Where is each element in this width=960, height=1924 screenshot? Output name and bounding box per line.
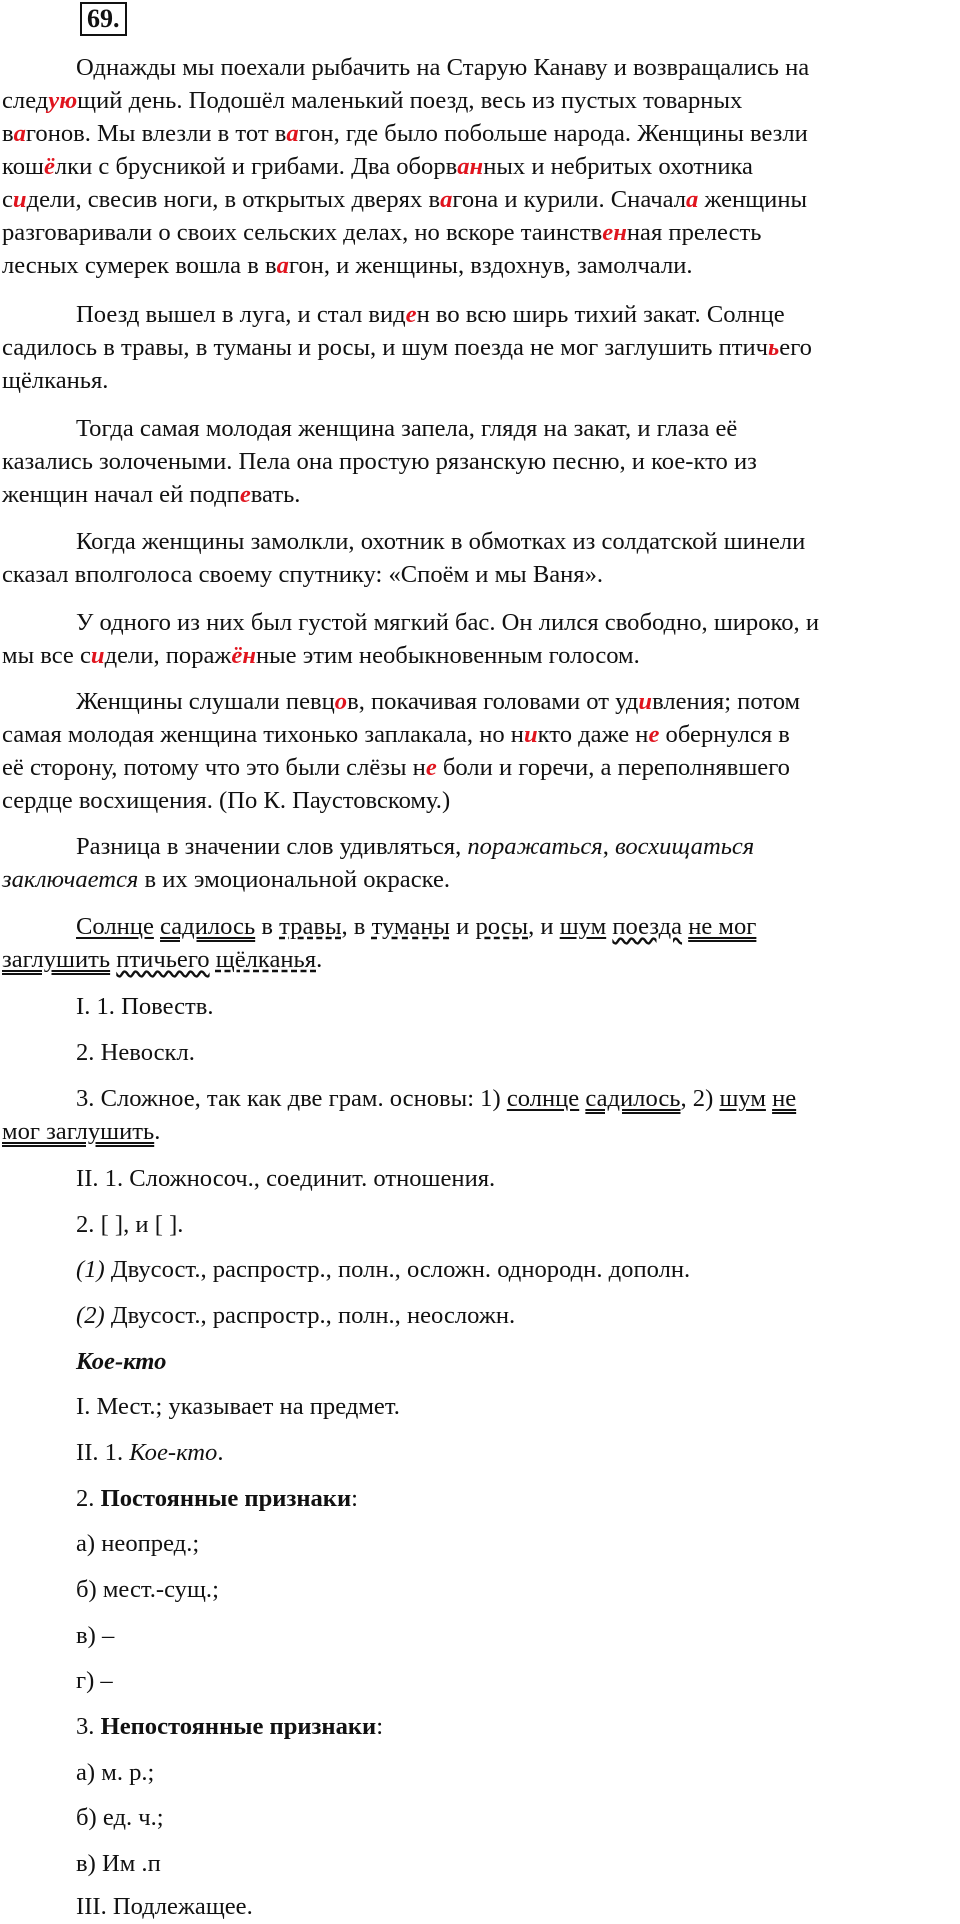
attribute-word: птичьего: [116, 946, 210, 973]
circumstance-word: травы: [279, 913, 342, 940]
text-line: Разница в значении слов удивляться, поражаться, восхищаться: [76, 833, 755, 860]
text-line: Солнце садилось в травы, в туманы и росы, и шум поезда не мог: [76, 913, 757, 940]
analysis-line: (1) Двусост., распростр., полн., осложн. однородн. дополн.: [76, 1256, 691, 1283]
analysis-line: (2) Двусост., распростр., полн., неосложн.: [76, 1302, 516, 1329]
text-line: заглушить птичьего щёлканья.: [2, 946, 323, 973]
analysis-line: II. 1. Кое-кто.: [76, 1439, 224, 1466]
analysis-line: в) Им .п: [76, 1850, 161, 1877]
text-line: 3. Сложное, так как две грам. основы: 1) солнце садилось, 2) шум не: [76, 1085, 797, 1112]
analysis-line: II. 1. Сложносоч., соединит. отношения.: [76, 1165, 496, 1192]
analysis-line: а) м. р.;: [76, 1759, 155, 1786]
object-word: щёлканья: [215, 946, 317, 973]
text-line: женщин начал ей подпевать.: [2, 481, 301, 508]
analysis-line: г) –: [76, 1667, 113, 1694]
analysis-line: [2, 1082, 952, 1148]
spelling-highlight: и: [90, 642, 105, 669]
text-line: следующий день. Подошёл маленький поезд, весь из пустых товарных: [2, 87, 743, 114]
spelling-highlight: и: [638, 688, 653, 715]
analysis-line: 2. [ ], и [ ].: [76, 1211, 184, 1238]
text-line: вагонов. Мы влезли в тот вагон, где было побольше народа. Женщины везли: [2, 120, 808, 147]
spelling-highlight: е: [239, 481, 251, 508]
analysis-line: I. Мест.; указывает на предмет.: [76, 1393, 400, 1420]
text-line: У одного из них был густой мягкий бас. Он лился свободно, широко, и: [76, 609, 819, 636]
spelling-highlight: е: [425, 754, 437, 781]
paragraph-6: [2, 685, 952, 817]
analysis-line: б) ед. ч.;: [76, 1804, 164, 1831]
analysis-line: 2. Невоскл.: [76, 1039, 195, 1066]
paragraph-3: [2, 412, 952, 511]
predicate-word: заглушить: [2, 946, 111, 973]
circumstance-word: росы: [475, 913, 529, 940]
text-line: Тогда самая молодая женщина запела, глядя на закат, и глаза её: [76, 415, 738, 442]
text-line: садилось в травы, в туманы и росы, и шум поезда не мог заглушить птичьего: [2, 334, 812, 361]
analysis-line: III. Подлежащее.: [76, 1893, 253, 1920]
exercise-number: 69.: [80, 2, 127, 36]
analysis-line: 3. Непостоянные признаки:: [76, 1713, 384, 1740]
spelling-highlight: ую: [48, 87, 78, 114]
spelling-highlight: а: [686, 186, 699, 213]
text-line: Однажды мы поехали рыбачить на Старую Канаву и возвращались на: [76, 54, 810, 81]
text-line: щёлканья.: [2, 367, 109, 394]
text-line: разговаривали о своих сельских делах, но вскоре таинственная прелесть: [2, 219, 762, 246]
text-line: Женщины слушали певцов, покачивая головами от удивления; потом: [76, 688, 801, 715]
spelling-highlight: ан: [457, 153, 484, 180]
attribute-word: поезда: [612, 913, 683, 940]
text-line: Поезд вышел в луга, и стал виден во всю ширь тихий закат. Солнце: [76, 301, 785, 328]
spelling-highlight: и: [12, 186, 27, 213]
text-line: казались золочеными. Пела она простую рязанскую песню, и кое-кто из: [2, 448, 757, 475]
text-line: мог заглушить.: [2, 1118, 161, 1145]
analysis-line: а) неопред.;: [76, 1530, 200, 1557]
spelling-highlight: ён: [231, 642, 256, 669]
text-line: её сторону, потому что это были слёзы не боли и горечи, а переполнявшего: [2, 754, 790, 781]
text-line: заключается в их эмоциональной окраске.: [2, 866, 451, 893]
subject-word: Солнце: [76, 913, 154, 940]
spelling-highlight: а: [286, 120, 299, 147]
spelling-highlight: ен: [602, 219, 627, 246]
subject-word: шум: [559, 913, 607, 940]
text-line: сердце восхищения. (По К. Паустовскому.): [2, 787, 451, 814]
spelling-highlight: о: [334, 688, 348, 715]
paragraph-2: [2, 298, 952, 397]
text-line: лесных сумерек вошла в вагон, и женщины, вздохнув, замолчали.: [2, 252, 693, 279]
circumstance-word: туманы: [371, 913, 450, 940]
spelling-highlight: е: [648, 721, 660, 748]
predicate-word: садилось: [160, 913, 256, 940]
predicate-word: не мог: [688, 913, 757, 940]
text-line: кошёлки с брусникой и грибами. Два оборванных и небритых охотника: [2, 153, 753, 180]
analysis-line: в) –: [76, 1622, 115, 1649]
text-line: сидели, свесив ноги, в открытых дверях вагона и курили. Сначала женщины: [2, 186, 808, 213]
text-line: сказал вполголоса своему спутнику: «Споём и мы Ваня».: [2, 561, 604, 588]
text-line: мы все сидели, поражённые этим необыкновенным голосом.: [2, 642, 640, 669]
spelling-highlight: а: [13, 120, 26, 147]
text-line: Когда женщины замолкли, охотник в обмотках из солдатской шинели: [76, 528, 806, 555]
analysis-line: б) мест.-сущ.;: [76, 1576, 219, 1603]
spelling-highlight: ь: [768, 334, 780, 361]
spelling-highlight: и: [523, 721, 538, 748]
spelling-highlight: ё: [43, 153, 55, 180]
paragraph-1: [2, 51, 952, 282]
paragraph-4: [2, 525, 952, 591]
parsed-sentence: [2, 910, 952, 976]
word-heading: Кое-кто: [76, 1348, 167, 1375]
paragraph-7: [2, 830, 952, 896]
spelling-highlight: а: [276, 252, 289, 279]
analysis-line: I. 1. Повеств.: [76, 993, 214, 1020]
analysis-line: 2. Постоянные признаки:: [76, 1485, 358, 1512]
text-line: самая молодая женщина тихонько заплакала, но никто даже не обернулся в: [2, 721, 790, 748]
paragraph-5: [2, 606, 952, 672]
spelling-highlight: е: [405, 301, 417, 328]
spelling-highlight: а: [440, 186, 453, 213]
